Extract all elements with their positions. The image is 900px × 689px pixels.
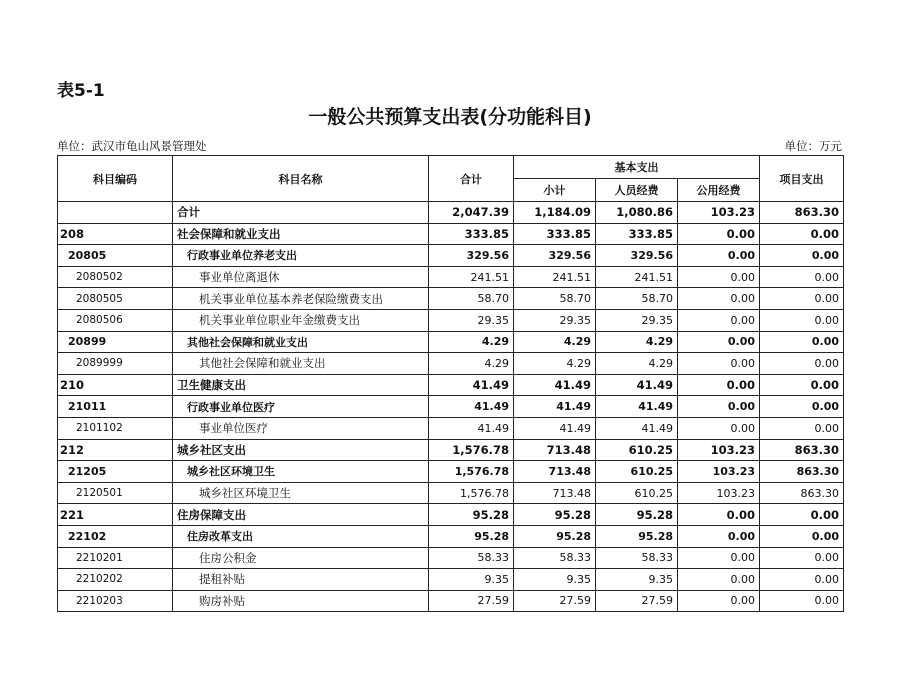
cell-code	[58, 202, 173, 224]
cell-code: 210	[58, 374, 173, 396]
table-row	[58, 266, 844, 288]
table-row	[58, 417, 844, 439]
cell-personnel: 9.35	[596, 569, 678, 591]
cell-project: 0.00	[760, 525, 844, 547]
header-basic: 基本支出	[514, 156, 760, 179]
cell-project: 0.00	[760, 288, 844, 310]
cell-code: 2101102	[58, 417, 173, 439]
cell-public: 0.00	[678, 223, 760, 245]
table-row	[58, 309, 844, 331]
cell-total: 41.49	[429, 417, 514, 439]
cell-project: 0.00	[760, 309, 844, 331]
cell-total: 95.28	[429, 504, 514, 526]
table-row	[58, 525, 844, 547]
cell-personnel: 241.51	[596, 266, 678, 288]
cell-total: 333.85	[429, 223, 514, 245]
cell-subtotal: 329.56	[514, 245, 596, 267]
cell-subtotal: 58.33	[514, 547, 596, 569]
table-row	[58, 223, 844, 245]
cell-personnel: 95.28	[596, 504, 678, 526]
cell-name: 其他社会保障和就业支出	[173, 331, 429, 353]
header-code: 科目编码	[58, 156, 173, 202]
cell-code: 22102	[58, 525, 173, 547]
table-header	[58, 156, 844, 202]
table-body	[58, 202, 844, 612]
table-row	[58, 396, 844, 418]
cell-personnel: 610.25	[596, 482, 678, 504]
cell-total: 41.49	[429, 374, 514, 396]
cell-code: 2210203	[58, 590, 173, 612]
cell-subtotal: 9.35	[514, 569, 596, 591]
cell-name: 城乡社区环境卫生	[173, 482, 429, 504]
table-row	[58, 331, 844, 353]
page-title: 一般公共预算支出表(分功能科目)	[308, 106, 592, 128]
cell-public: 0.00	[678, 525, 760, 547]
cell-subtotal: 713.48	[514, 461, 596, 483]
cell-code: 20899	[58, 331, 173, 353]
cell-name: 机关事业单位基本养老保险缴费支出	[173, 288, 429, 310]
cell-personnel: 58.33	[596, 547, 678, 569]
cell-subtotal: 41.49	[514, 396, 596, 418]
cell-code: 212	[58, 439, 173, 461]
cell-code: 2089999	[58, 353, 173, 375]
cell-public: 0.00	[678, 288, 760, 310]
cell-subtotal: 713.48	[514, 439, 596, 461]
cell-project: 863.30	[760, 482, 844, 504]
cell-name: 城乡社区环境卫生	[173, 461, 429, 483]
cell-code: 2210202	[58, 569, 173, 591]
cell-total: 58.70	[429, 288, 514, 310]
cell-project: 863.30	[760, 202, 844, 224]
cell-project: 0.00	[760, 245, 844, 267]
cell-public: 103.23	[678, 482, 760, 504]
cell-subtotal: 29.35	[514, 309, 596, 331]
table-row	[58, 374, 844, 396]
cell-subtotal: 1,184.09	[514, 202, 596, 224]
cell-subtotal: 41.49	[514, 374, 596, 396]
table-row	[58, 569, 844, 591]
cell-name: 住房公积金	[173, 547, 429, 569]
cell-personnel: 41.49	[596, 374, 678, 396]
cell-name: 卫生健康支出	[173, 374, 429, 396]
cell-project: 0.00	[760, 396, 844, 418]
table-row	[58, 245, 844, 267]
cell-name: 提租补贴	[173, 569, 429, 591]
cell-total: 329.56	[429, 245, 514, 267]
table-row	[58, 482, 844, 504]
cell-name: 行政事业单位医疗	[173, 396, 429, 418]
cell-total: 41.49	[429, 396, 514, 418]
cell-public: 0.00	[678, 417, 760, 439]
table-row	[58, 547, 844, 569]
cell-code: 208	[58, 223, 173, 245]
cell-name: 社会保障和就业支出	[173, 223, 429, 245]
cell-project: 0.00	[760, 266, 844, 288]
cell-public: 0.00	[678, 547, 760, 569]
cell-project: 0.00	[760, 374, 844, 396]
cell-public: 103.23	[678, 439, 760, 461]
cell-subtotal: 4.29	[514, 331, 596, 353]
header-name: 科目名称	[173, 156, 429, 202]
cell-total: 2,047.39	[429, 202, 514, 224]
cell-total: 9.35	[429, 569, 514, 591]
budget-table	[57, 155, 844, 612]
cell-personnel: 4.29	[596, 353, 678, 375]
cell-total: 95.28	[429, 525, 514, 547]
cell-total: 4.29	[429, 353, 514, 375]
cell-code: 2120501	[58, 482, 173, 504]
cell-name: 购房补贴	[173, 590, 429, 612]
cell-personnel: 610.25	[596, 439, 678, 461]
cell-subtotal: 95.28	[514, 504, 596, 526]
cell-name: 事业单位医疗	[173, 417, 429, 439]
cell-total: 27.59	[429, 590, 514, 612]
unit-organization: 单位：武汉市龟山风景管理处	[57, 139, 207, 153]
cell-personnel: 29.35	[596, 309, 678, 331]
cell-project: 0.00	[760, 569, 844, 591]
table-row	[58, 590, 844, 612]
cell-personnel: 27.59	[596, 590, 678, 612]
table-row	[58, 439, 844, 461]
cell-name: 行政事业单位养老支出	[173, 245, 429, 267]
cell-personnel: 333.85	[596, 223, 678, 245]
table-total-row	[58, 202, 844, 224]
cell-public: 0.00	[678, 309, 760, 331]
cell-code: 21011	[58, 396, 173, 418]
cell-personnel: 41.49	[596, 417, 678, 439]
table-row	[58, 461, 844, 483]
cell-code: 21205	[58, 461, 173, 483]
cell-public: 0.00	[678, 374, 760, 396]
cell-project: 0.00	[760, 547, 844, 569]
cell-public: 0.00	[678, 590, 760, 612]
cell-personnel: 4.29	[596, 331, 678, 353]
table-number: 表5-1	[57, 81, 105, 101]
header-personnel: 人员经费	[596, 179, 678, 202]
cell-name: 事业单位离退休	[173, 266, 429, 288]
cell-total: 58.33	[429, 547, 514, 569]
cell-public: 0.00	[678, 353, 760, 375]
cell-name: 住房保障支出	[173, 504, 429, 526]
header-subtotal: 小计	[514, 179, 596, 202]
cell-subtotal: 27.59	[514, 590, 596, 612]
cell-total: 1,576.78	[429, 461, 514, 483]
table-row	[58, 504, 844, 526]
cell-personnel: 58.70	[596, 288, 678, 310]
table-row	[58, 353, 844, 375]
cell-personnel: 329.56	[596, 245, 678, 267]
cell-subtotal: 241.51	[514, 266, 596, 288]
cell-name: 其他社会保障和就业支出	[173, 353, 429, 375]
cell-public: 0.00	[678, 331, 760, 353]
cell-project: 0.00	[760, 353, 844, 375]
cell-code: 20805	[58, 245, 173, 267]
cell-project: 0.00	[760, 417, 844, 439]
cell-public: 103.23	[678, 202, 760, 224]
cell-project: 0.00	[760, 504, 844, 526]
cell-code: 2080505	[58, 288, 173, 310]
cell-code: 2080506	[58, 309, 173, 331]
cell-personnel: 41.49	[596, 396, 678, 418]
cell-subtotal: 58.70	[514, 288, 596, 310]
cell-project: 863.30	[760, 439, 844, 461]
cell-public: 0.00	[678, 569, 760, 591]
cell-total: 4.29	[429, 331, 514, 353]
cell-subtotal: 41.49	[514, 417, 596, 439]
cell-name: 住房改革支出	[173, 525, 429, 547]
cell-subtotal: 4.29	[514, 353, 596, 375]
cell-total: 1,576.78	[429, 439, 514, 461]
header-project: 项目支出	[760, 156, 844, 202]
cell-subtotal: 713.48	[514, 482, 596, 504]
header-total: 合计	[429, 156, 514, 202]
cell-total: 1,576.78	[429, 482, 514, 504]
cell-project: 863.30	[760, 461, 844, 483]
cell-personnel: 1,080.86	[596, 202, 678, 224]
cell-public: 103.23	[678, 461, 760, 483]
cell-project: 0.00	[760, 223, 844, 245]
cell-name: 合计	[173, 202, 429, 224]
cell-public: 0.00	[678, 266, 760, 288]
cell-total: 241.51	[429, 266, 514, 288]
cell-public: 0.00	[678, 396, 760, 418]
cell-public: 0.00	[678, 245, 760, 267]
cell-code: 2080502	[58, 266, 173, 288]
cell-total: 29.35	[429, 309, 514, 331]
cell-personnel: 95.28	[596, 525, 678, 547]
cell-name: 机关事业单位职业年金缴费支出	[173, 309, 429, 331]
cell-personnel: 610.25	[596, 461, 678, 483]
cell-name: 城乡社区支出	[173, 439, 429, 461]
cell-code: 221	[58, 504, 173, 526]
cell-public: 0.00	[678, 504, 760, 526]
header-public: 公用经费	[678, 179, 760, 202]
unit-currency: 单位：万元	[784, 139, 842, 153]
cell-project: 0.00	[760, 331, 844, 353]
cell-project: 0.00	[760, 590, 844, 612]
cell-code: 2210201	[58, 547, 173, 569]
cell-subtotal: 95.28	[514, 525, 596, 547]
cell-subtotal: 333.85	[514, 223, 596, 245]
table-row	[58, 288, 844, 310]
